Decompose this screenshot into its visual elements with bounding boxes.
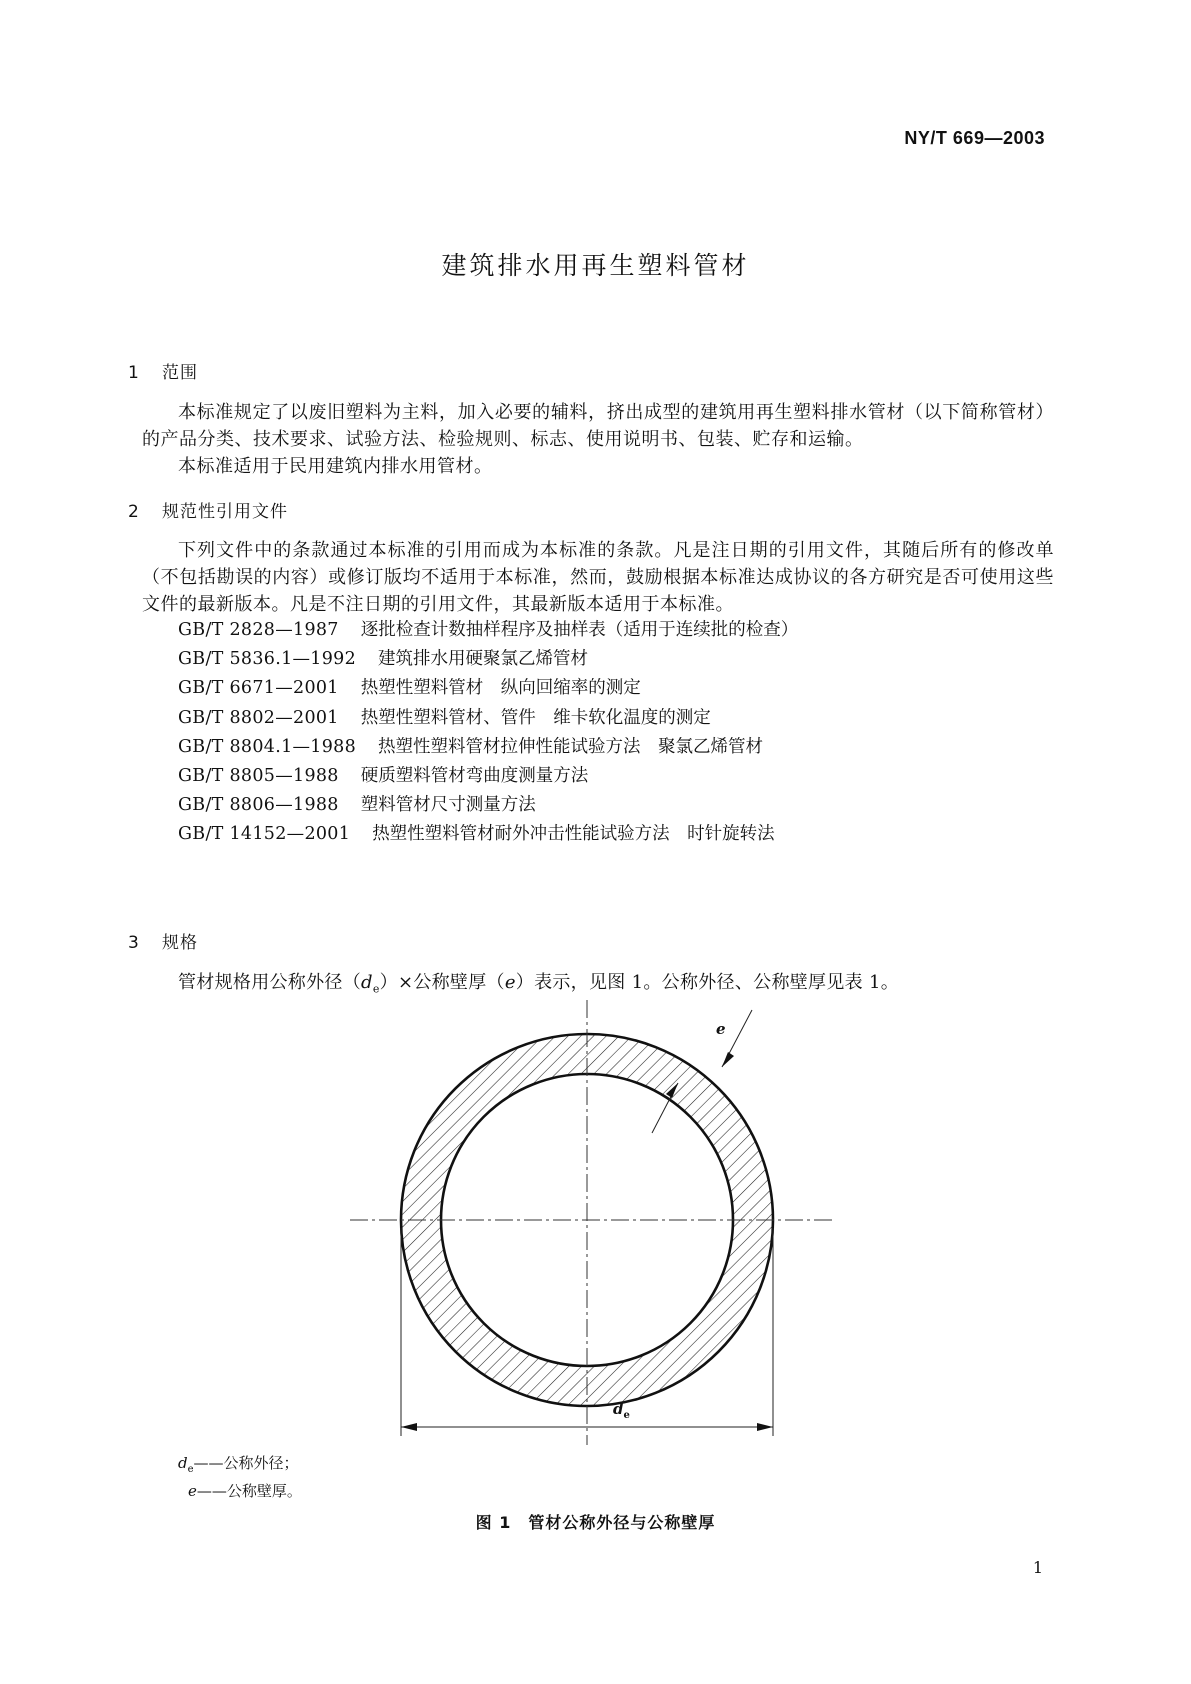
reference-code: GB/T 5836.1—1992 bbox=[178, 649, 357, 670]
reference-title: 建筑排水用硬聚氯乙烯管材 bbox=[378, 649, 589, 670]
text-run: ）表示，见图 1。公称外径、公称壁厚见表 1。 bbox=[515, 972, 900, 993]
symbol-d: d bbox=[613, 1400, 624, 1418]
text-run: 管材规格用公称外径（ bbox=[178, 972, 361, 993]
section-title: 范围 bbox=[162, 363, 198, 383]
figure-caption: 图 1 管材公称外径与公称壁厚 bbox=[475, 1513, 716, 1532]
symbol-e: e bbox=[716, 1020, 726, 1038]
reference-code: GB/T 6671—2001 bbox=[178, 678, 339, 699]
reference-code: GB/T 2828—1987 bbox=[178, 620, 339, 640]
section-number: 3 bbox=[128, 933, 140, 953]
figure-legend-item bbox=[178, 1452, 299, 1475]
reference-title: 热塑性塑料管材 纵向回缩率的测定 bbox=[360, 678, 641, 699]
reference-title: 热塑性塑料管材耐外冲击性能试验方法 时针旋转法 bbox=[372, 824, 775, 845]
symbol-e: e bbox=[188, 1482, 197, 1500]
figure-label-de bbox=[613, 1400, 630, 1421]
symbol-d: d bbox=[361, 972, 373, 993]
section-number: 2 bbox=[128, 502, 140, 522]
standard-number: NY/T 669—2003 bbox=[904, 128, 1045, 148]
legend-text: ——公称壁厚。 bbox=[196, 1482, 302, 1500]
symbol-subscript: e bbox=[623, 1410, 630, 1421]
paragraph: 下列文件中的条款通过本标准的引用而成为本标准的条款。凡是注日期的引用文件，其随后所有的修改单（不包括勘误的内容）或修订版均不适用于本标准，然而，鼓励根据本标准达成协议的各方研究是否可使用这些文件的最新版本。凡是不注日期的引用文件，其最新版本适用于本标准。 bbox=[142, 540, 1054, 615]
text-run: ）×公称壁厚（ bbox=[379, 972, 505, 993]
section-number: 1 bbox=[128, 363, 140, 383]
section-title: 规格 bbox=[162, 933, 198, 953]
document-title: 建筑排水用再生塑料管材 bbox=[441, 251, 750, 280]
reference-code: GB/T 8806—1988 bbox=[178, 795, 339, 816]
reference-title: 热塑性塑料管材拉伸性能试验方法 聚氯乙烯管材 bbox=[378, 736, 764, 757]
paragraph: 本标准适用于民用建筑内排水用管材。 bbox=[178, 456, 493, 477]
reference-code: GB/T 8802—2001 bbox=[178, 707, 339, 728]
reference-code: GB/T 8805—1988 bbox=[178, 765, 339, 786]
symbol-d: d bbox=[178, 1454, 188, 1472]
reference-title: 塑料管材尺寸测量方法 bbox=[360, 795, 536, 816]
paragraph: 本标准规定了以废旧塑料为主料，加入必要的辅料，挤出成型的建筑用再生塑料排水管材（以下简称管材）的产品分类、技术要求、试验方法、检验规则、标志、使用说明书、包装、贮存和运输。 bbox=[142, 402, 1054, 450]
reference-title: 热塑性塑料管材、管件 维卡软化温度的测定 bbox=[360, 707, 711, 728]
symbol-subscript: e bbox=[187, 1464, 194, 1475]
symbol-e: e bbox=[504, 972, 516, 993]
reference-code: GB/T 8804.1—1988 bbox=[178, 736, 357, 757]
ring-hatch bbox=[380, 1020, 800, 1440]
figure-legend-item bbox=[188, 1480, 302, 1501]
figure-label-e bbox=[716, 1020, 726, 1038]
symbol-subscript: e bbox=[372, 982, 380, 996]
reference-title: 硬质塑料管材弯曲度测量方法 bbox=[360, 765, 589, 786]
page-number: 1 bbox=[1032, 1558, 1043, 1577]
section-title: 规范性引用文件 bbox=[162, 502, 288, 522]
reference-title: 逐批检查计数抽样程序及抽样表（适用于连续批的检查） bbox=[360, 620, 799, 640]
reference-code: GB/T 14152—2001 bbox=[178, 824, 351, 845]
legend-text: ——公称外径； bbox=[193, 1454, 299, 1472]
